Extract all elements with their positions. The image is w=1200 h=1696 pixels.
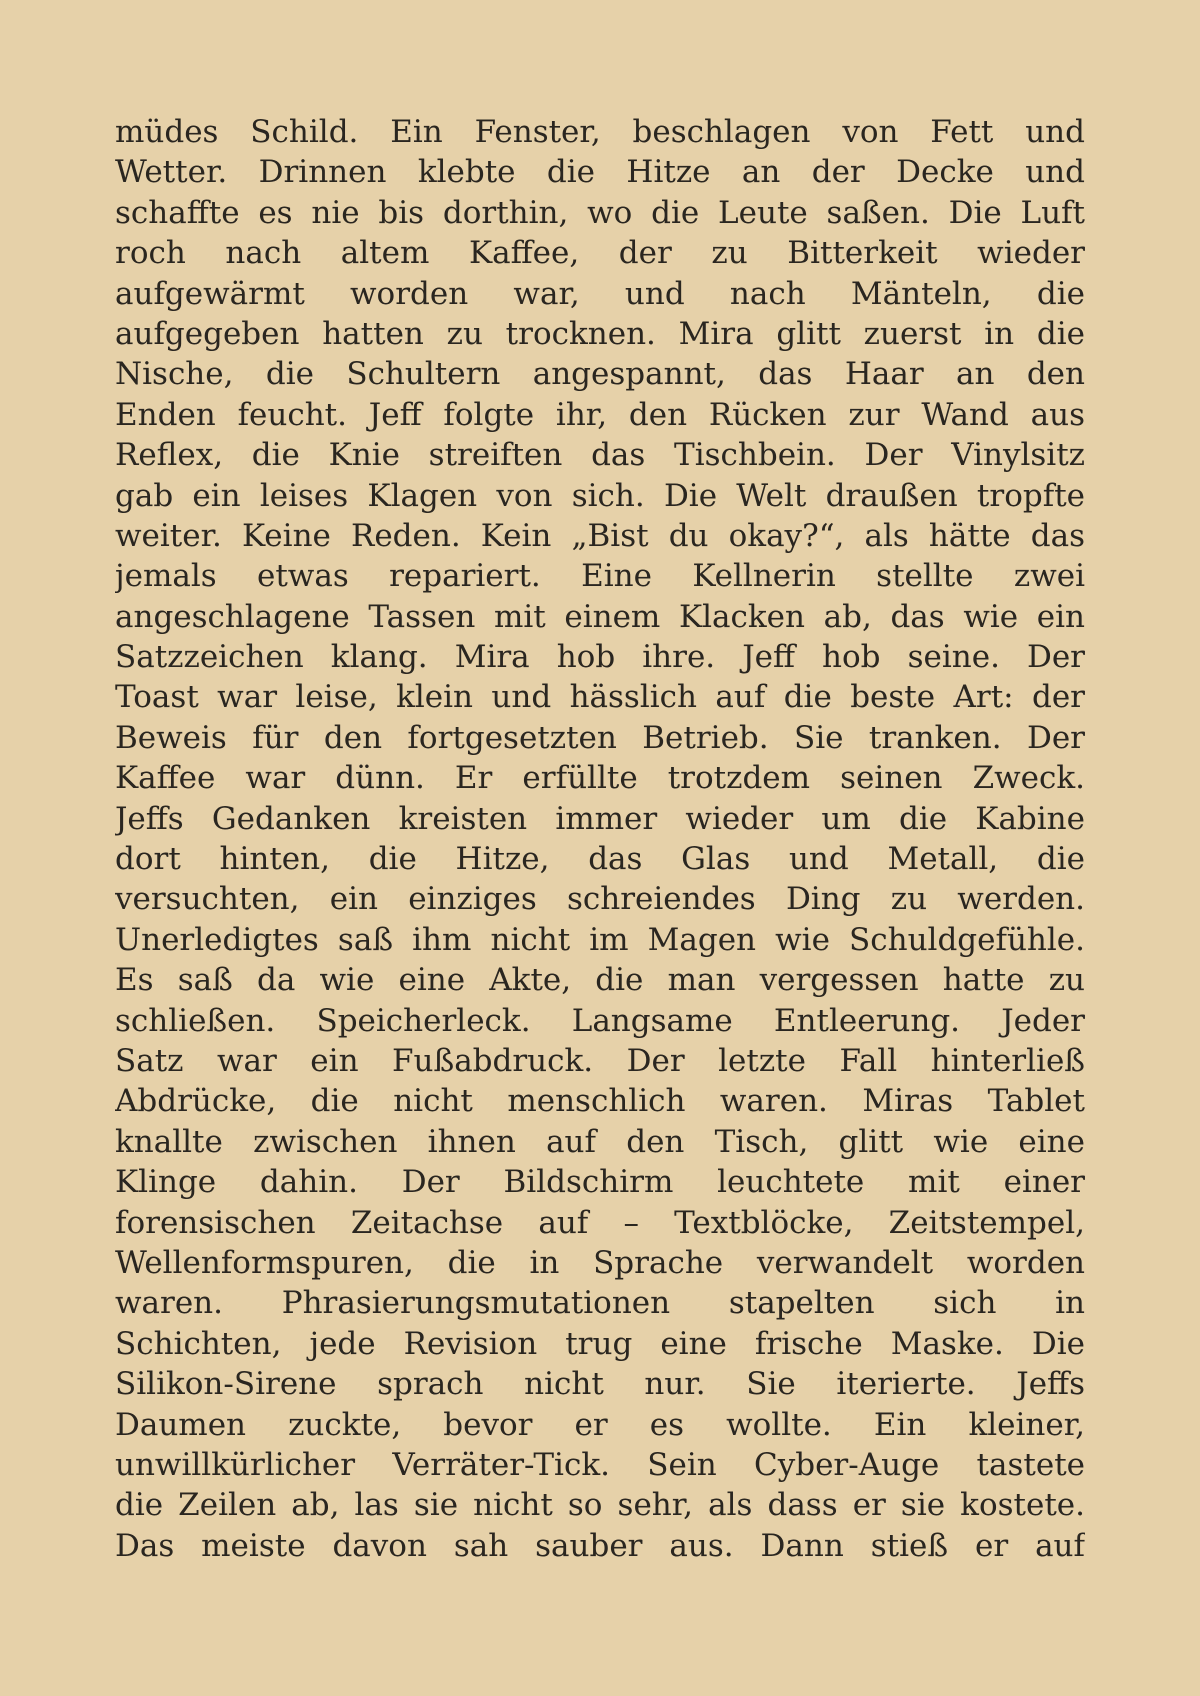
text-line: aufgewärmt worden war, und nach Mänteln, die [115, 275, 1085, 312]
text-line: Unerledigtes saß ihm nicht im Magen wie Schuldgefühle. [115, 921, 1085, 958]
text-line: die Zeilen ab, las sie nicht so sehr, als dass er sie kostete. [115, 1487, 1085, 1524]
text-line: Enden feucht. Jeff folgte ihr, den Rücken zur Wand aus [115, 396, 1085, 433]
text-line: Wetter. Drinnen klebte die Hitze an der Decke und [115, 154, 1085, 191]
text-line: schließen. Speicherleck. Langsame Entleerung. Jeder [115, 1002, 1085, 1039]
text-line: angeschlagene Tassen mit einem Klacken ab, das wie ein [115, 598, 1085, 635]
text-line: Kaffee war dünn. Er erfüllte trotzdem seinen Zweck. [115, 760, 1085, 797]
text-line: waren. Phrasierungsmutationen stapelten sich in [115, 1285, 1085, 1322]
text-line: gab ein leises Klagen von sich. Die Welt draußen tropfte [115, 477, 1085, 514]
text-line: knallte zwischen ihnen auf den Tisch, glitt wie eine [115, 1123, 1085, 1160]
text-line: Klinge dahin. Der Bildschirm leuchtete mit einer [115, 1164, 1085, 1201]
text-line: Abdrücke, die nicht menschlich waren. Miras Tablet [115, 1083, 1085, 1120]
text-line: unwillkürlicher Verräter-Tick. Sein Cyber-Auge tastete [115, 1446, 1085, 1483]
text-line: müdes Schild. Ein Fenster, beschlagen von Fett und [115, 114, 1085, 150]
text-line: Jeffs Gedanken kreisten immer wieder um die Kabine [115, 800, 1085, 837]
page-body [115, 112, 1085, 1566]
text-line: Nische, die Schultern angespannt, das Haar an den [115, 356, 1085, 393]
text-line: Daumen zuckte, bevor er es wollte. Ein kleiner, [115, 1406, 1085, 1443]
text-line: roch nach altem Kaffee, der zu Bitterkeit wieder [115, 235, 1085, 272]
text-line: schaffte es nie bis dorthin, wo die Leute saßen. Die Luft [115, 194, 1085, 231]
text-line: Wellenformspuren, die in Sprache verwandelt worden [115, 1244, 1085, 1281]
text-line: jemals etwas repariert. Eine Kellnerin stellte zwei [115, 558, 1085, 595]
text-line: weiter. Keine Reden. Kein „Bist du okay?“, als hätte das [115, 517, 1085, 554]
text-line: forensischen Zeitachse auf – Textblöcke, Zeitstempel, [115, 1204, 1085, 1241]
text-line: dort hinten, die Hitze, das Glas und Metall, die [115, 841, 1085, 878]
text-line: Beweis für den fortgesetzten Betrieb. Sie tranken. Der [115, 719, 1085, 756]
text-line: versuchten, ein einziges schreiendes Ding zu werden. [115, 881, 1085, 918]
text-line: Reflex, die Knie streiften das Tischbein. Der Vinylsitz [115, 437, 1085, 474]
text-line: Schichten, jede Revision trug eine frische Maske. Die [115, 1325, 1085, 1362]
text-line: Satz war ein Fußabdruck. Der letzte Fall hinterließ [115, 1042, 1085, 1079]
text-line: Das meiste davon sah sauber aus. Dann stieß er auf [115, 1527, 1085, 1564]
text-line: aufgegeben hatten zu trocknen. Mira glitt zuerst in die [115, 315, 1085, 352]
text-line: Toast war leise, klein und hässlich auf die beste Art: der [115, 679, 1085, 716]
text-line: Es saß da wie eine Akte, die man vergessen hatte zu [115, 962, 1085, 999]
text-line: Satzzeichen klang. Mira hob ihre. Jeff hob seine. Der [115, 639, 1085, 676]
text-line: Silikon-Sirene sprach nicht nur. Sie iterierte. Jeffs [115, 1366, 1085, 1403]
